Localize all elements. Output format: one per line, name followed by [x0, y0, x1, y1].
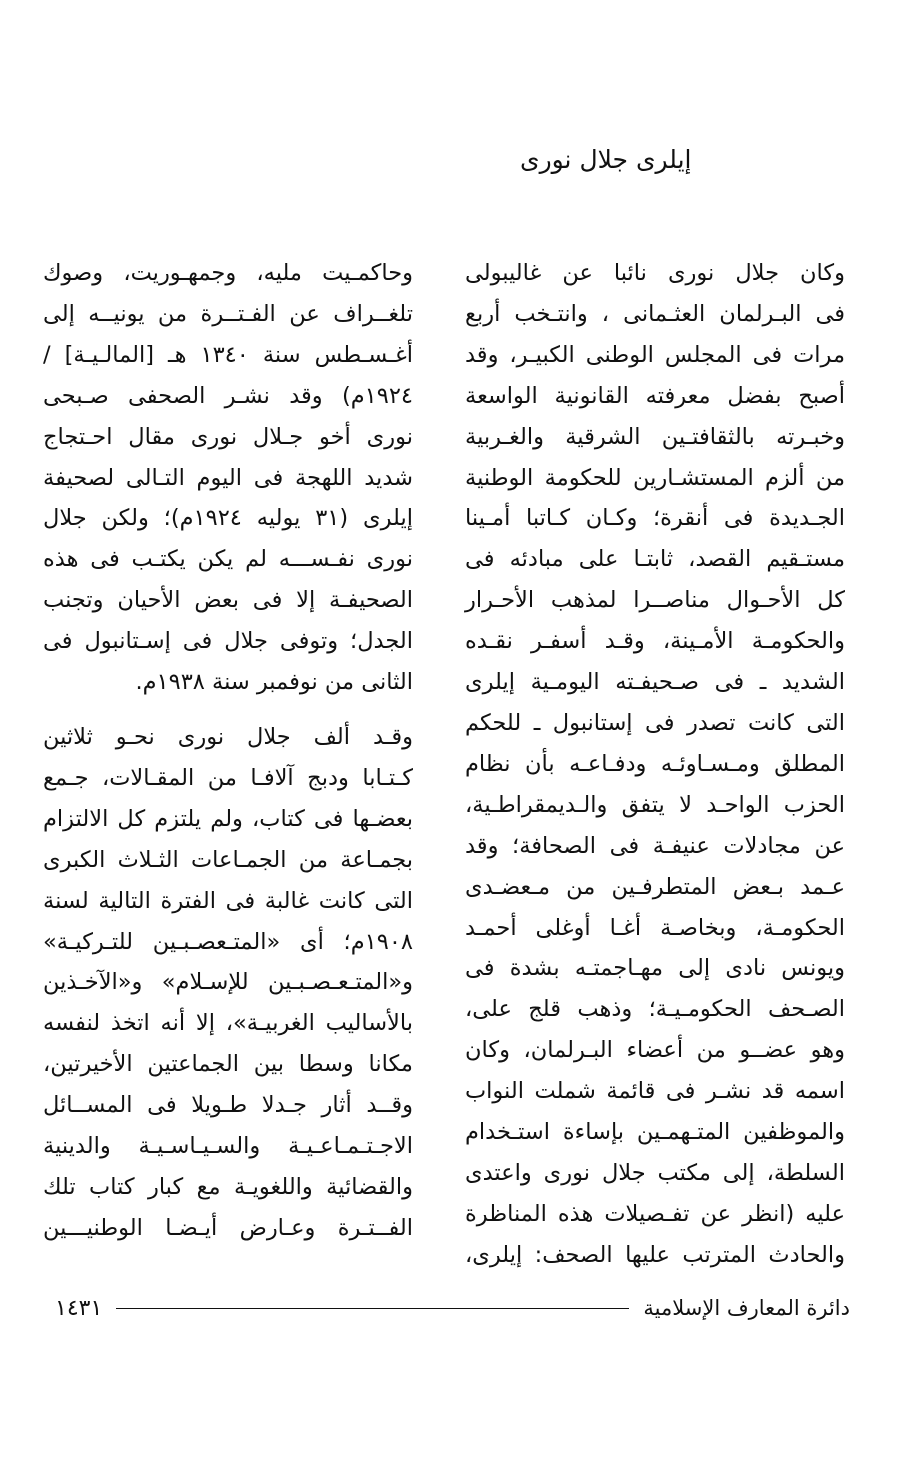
text-line: وخبـرته بالثقافتـين الشرقية والغـربية [465, 423, 845, 450]
text-line: مكانا وسطا بين الجماعتين الأخيرتين، [43, 1051, 413, 1078]
text-line: الاجـتـمـاعـيـة والسـيـاسـيـة والدينية [43, 1133, 413, 1160]
running-header-title: إيلرى جلال نورى [520, 145, 692, 174]
text-line: عليه (انظر عن تفـصيلات هذه المناظرة [465, 1200, 845, 1227]
text-line: شديد اللهجة فى اليوم التـالى لصحيفة [43, 464, 413, 491]
text-line: نورى أخو جـلال نورى مقال احـتجاج [43, 423, 413, 450]
text-line: الحكومـة، وبخاصـة أغـا أوغلى أحمـد [465, 914, 845, 941]
text-line: الفــتـرة وعـارض أيـضـا الوطنيـــين [43, 1214, 413, 1241]
text-line: ١٩٢٤م) وقد نشـر الصحفى صـبحى [43, 382, 413, 409]
text-line: الشديد ـ فى صـحيفـته اليومـية إيلرى [465, 669, 845, 696]
page-number: ١٤٣١ [55, 1295, 103, 1321]
text-line: وحاكمـيت مليه، وجمهـوريت، وصوك [43, 260, 413, 286]
paragraph [43, 253, 413, 703]
text-line: بالأساليب الغربيـة»، إلا أنه اتخذ لنفسه [43, 1010, 413, 1037]
right-column [465, 253, 845, 1276]
text-line: وكان جلال نورى نائبا عن غاليبولى [465, 260, 845, 286]
text-line: الصحيفـة إلا فى بعض الأحيان وتجنب [43, 587, 413, 614]
text-line: الحزب الواحـد لا يتفق والـديمقراطـية، [465, 791, 845, 818]
text-line: والحكومـة الأمـينة، وقـد أسفـر نقـده [465, 628, 845, 655]
text-line: ويونس نادى إلى مهـاجمتـه بشدة فى [465, 955, 845, 982]
left-column [43, 253, 413, 1249]
text-line: أصبح بفضل معرفته القانونية الواسعة [465, 382, 845, 409]
paragraph [43, 717, 413, 1249]
text-line: عن مجادلات عنيفـة فى الصحافة؛ وقد [465, 832, 845, 859]
text-line: نورى نفـســـه لم يكن يكتـب فى هذه [43, 546, 413, 573]
text-line: المطلق ومـسـاوئـه ودفـاعـه بأن نظام [465, 750, 845, 777]
text-line: بعضـها فى كتاب، ولم يلتزم كل الالتزام [43, 805, 413, 832]
text-line: تلغــراف عن الفـتــرة من يونيــه إلى [43, 300, 413, 327]
text-line: إيلرى (٣١ يوليه ١٩٢٤م)؛ ولكن جلال [43, 505, 413, 532]
text-line: كـتـابا ودبج آلافـا من المقـالات، جـمع [43, 764, 413, 791]
page-footer [55, 1290, 850, 1326]
text-line: عـمد بـعض المتطرفـين من مـعضـدى [465, 873, 845, 900]
text-line: التى كانت تصدر فى إستانبول ـ للحكم [465, 709, 845, 736]
text-line: كل الأحـوال مناصــرا لمذهب الأحـرار [465, 587, 845, 614]
text-line: الثانى من نوفمبر سنة ١٩٣٨م. [135, 669, 413, 696]
paragraph-gap [43, 703, 413, 717]
text-line: بجمـاعة من الجمـاعات الثـلاث الكبرى [43, 846, 413, 873]
text-line: والموظفين المتـهمـين بإساءة استـخدام [465, 1119, 845, 1146]
text-line: من ألزم المستشـارين للحكومة الوطنية [465, 464, 845, 491]
text-line: والقضائية واللغويـة مع كبار كتاب تلك [43, 1173, 413, 1200]
text-line: السلطة، إلى مكتب جلال نورى واعتدى [465, 1159, 845, 1186]
text-line: اسمه قد نشـر فى قائمة شملت النواب [465, 1078, 845, 1105]
text-line: وقـد ألف جلال نورى نحـو ثلاثين [43, 723, 413, 750]
text-line: ١٩٠٨م؛ أى «المتـعصـبـين للتـركيـة» [43, 928, 413, 955]
footer-divider [116, 1308, 629, 1309]
text-line: والحادث المترتب عليها الصحف: إيلرى، [465, 1241, 845, 1268]
footer-publication-title: دائرة المعارف الإسلامية [643, 1296, 850, 1320]
text-line: مستـقيم القصد، ثابتـا على مبادئه فى [465, 546, 845, 573]
text-line: أغـسـطس سنة ١٣٤٠ هـ [المالـيـة] / [43, 341, 413, 368]
text-line: وقــد أثار جـدلا طـويلا فى المســائل [43, 1092, 413, 1119]
text-line: التى كانت غالبة فى الفترة التالية لسنة [43, 887, 413, 914]
text-line: مرات فى المجلس الوطنى الكبيـر، وقد [465, 341, 845, 368]
text-line: الصـحف الحكومـيـة؛ وذهب قلج على، [465, 996, 845, 1023]
text-line: و«المتـعـصـبـين للإسـلام» و«الآخـذين [43, 969, 413, 996]
text-line: الجـديدة فى أنقرة؛ وكـان كـاتبا أمـينا [465, 505, 845, 532]
text-line: الجدل؛ وتوفى جلال فى إسـتانبول فى [43, 628, 413, 655]
text-line: فى البـرلمان العثـمانى ، وانتـخب أربع [465, 300, 845, 327]
text-line: وهو عضــو من أعضاء البـرلمان، وكان [465, 1037, 845, 1064]
